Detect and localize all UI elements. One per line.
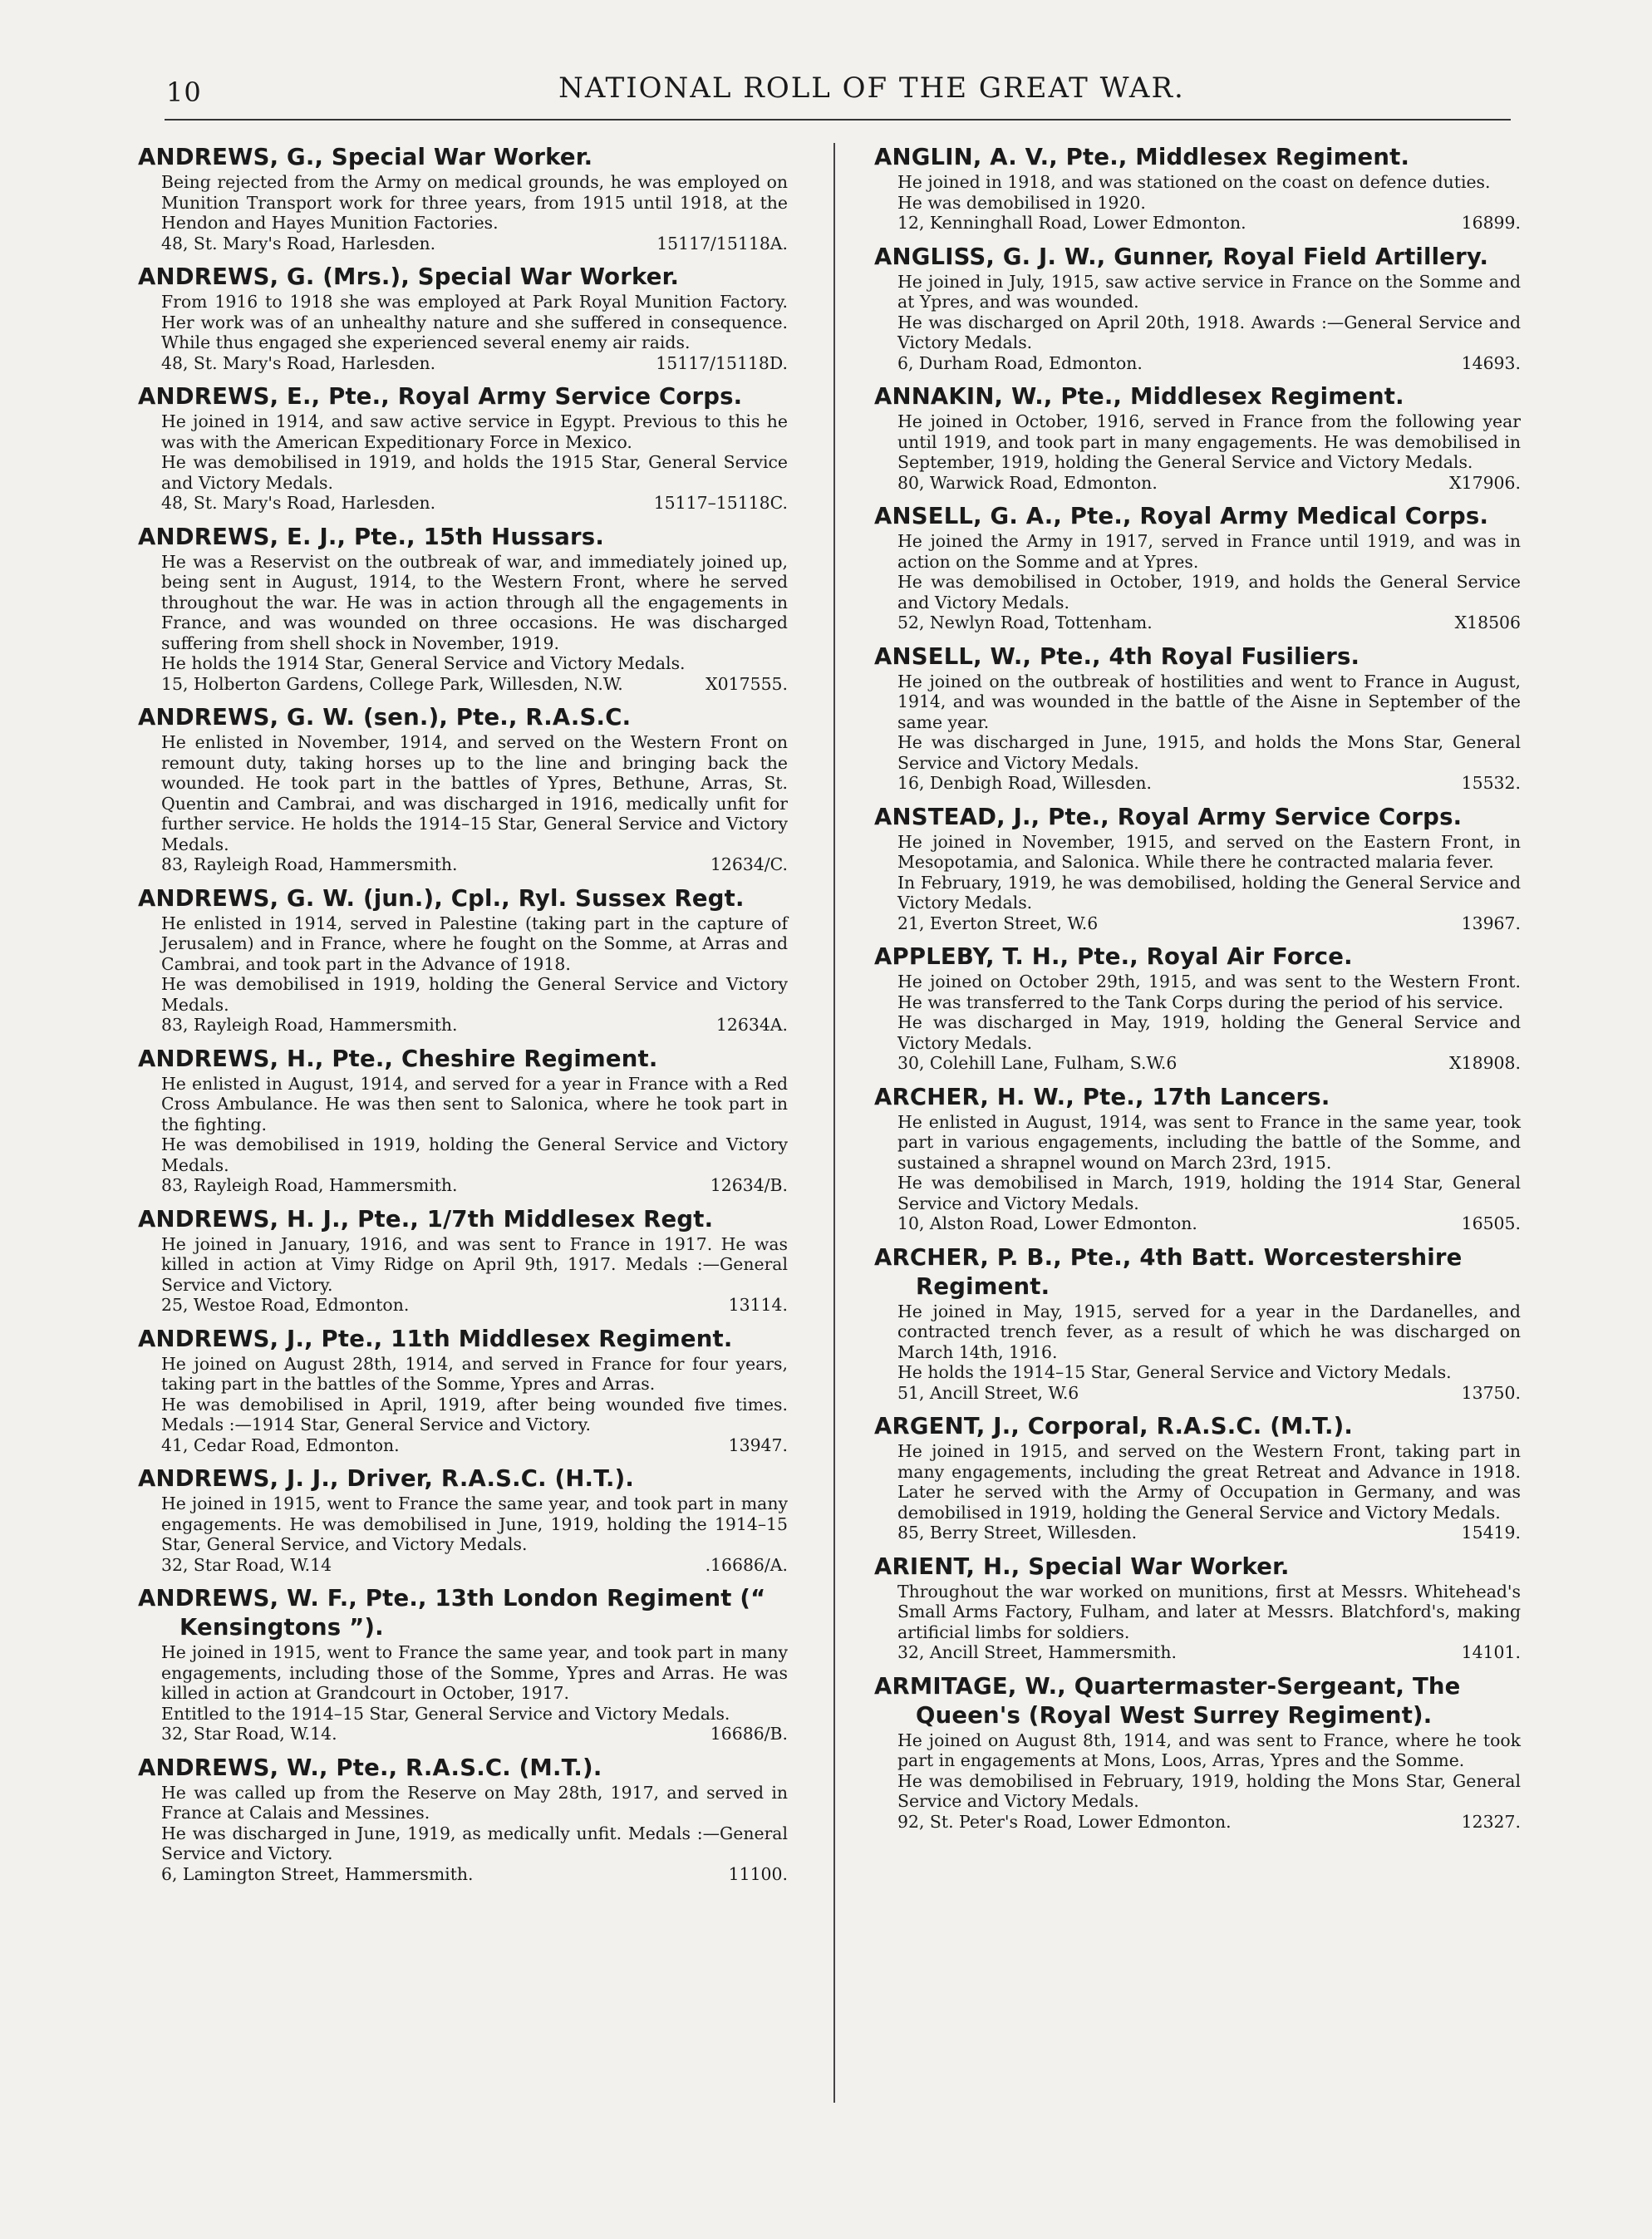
entry-paragraph: Entitled to the 1914–15 Star, General Service and Victory Medals. [161, 1703, 730, 1724]
entry-address-line [897, 473, 1521, 494]
entry-address-line [897, 1053, 1521, 1074]
entry-reference-number: 13967. [1461, 913, 1521, 933]
entry-reference-number: 13750. [1461, 1382, 1521, 1403]
entry-address-line [161, 1724, 788, 1744]
entry-paragraph: He was demobilised in April, 1919, after being wounded five times. Medals :—1914 Star, General Service and Victory. [161, 1394, 788, 1434]
entry-paragraph: He joined in 1918, and was stationed on the coast on defence duties. [897, 172, 1491, 192]
roll-entry [874, 1243, 1521, 1404]
entry-name-heading: APPLEBY, T. H., Pte., Royal Air Force. [874, 943, 1353, 970]
entry-paragraph: He joined in 1914, and saw active service in Egypt. Previous to this he was with the American Expeditionary Force in Mexico. [161, 411, 788, 452]
entry-name-heading: ARGENT, J., Corporal, R.A.S.C. (M.T.). [874, 1413, 1354, 1439]
entry-address: 30, Colehill Lane, Fulham, S.W.6 [897, 1053, 1178, 1073]
entry-address: 48, St. Mary's Road, Harlesden. [161, 493, 436, 513]
entry-address-line [897, 1812, 1521, 1833]
entry-address: 48, St. Mary's Road, Harlesden. [161, 233, 436, 253]
entry-paragraph: He was demobilised in 1920. [897, 192, 1146, 213]
entry-address: 48, St. Mary's Road, Harlesden. [161, 352, 436, 373]
entry-address-line [897, 353, 1521, 374]
roll-entry [874, 942, 1521, 1074]
entry-address-line [897, 1213, 1521, 1234]
entry-address-line [897, 913, 1521, 934]
entry-address: 92, St. Peter's Road, Lower Edmonton. [897, 1811, 1232, 1832]
roll-entry [138, 1754, 788, 1885]
entry-body [138, 1234, 788, 1316]
entry-name-heading: ANDREWS, J. J., Driver, R.A.S.C. (H.T.). [138, 1465, 635, 1492]
entry-name-heading: ANDREWS, W., Pte., R.A.S.C. (M.T.). [138, 1754, 602, 1781]
roll-entry [874, 803, 1521, 934]
entry-paragraph: He was demobilised in February, 1919, holding the Mons Star, General Service and Victory Medals. [897, 1770, 1521, 1811]
entry-paragraph: He joined in January, 1916, and was sent to France in 1917. He was killed in action at Vimy Ridge on April 9th, 1917. Medals :—General Service and Victory. [161, 1233, 788, 1295]
entry-address: 51, Ancill Street, W.6 [897, 1382, 1079, 1403]
entry-name-heading: ANDREWS, H., Pte., Cheshire Regiment. [138, 1045, 658, 1072]
roll-entry [874, 502, 1521, 633]
entry-reference-number: 15117/15118D. [656, 352, 788, 373]
entry-paragraph: He joined on the outbreak of hostilities and went to France in August, 1914, and was wounded in the battle of the Aisne in September of the same year. [897, 671, 1521, 732]
entry-paragraph: He was discharged in May, 1919, holding the General Service and Victory Medals. [897, 1012, 1521, 1053]
entry-reference-number: 12634/B. [710, 1175, 788, 1195]
right-column [874, 143, 1521, 1841]
entry-address: 32, Ancill Street, Hammersmith. [897, 1642, 1177, 1662]
entry-paragraph: He joined in November, 1915, and served on the Eastern Front, in Mesopotamia, and Salonica. While there he contracted malaria fever. [897, 831, 1521, 872]
entry-body [874, 272, 1521, 374]
entry-address: 6, Durham Road, Edmonton. [897, 352, 1143, 373]
entry-reference-number: 11100. [728, 1863, 788, 1884]
entry-paragraph: He joined on October 29th, 1915, and was sent to the Western Front. He was transferred to the Tank Corps during the period of his service. [897, 972, 1521, 1012]
entry-address-line [161, 353, 788, 374]
entry-paragraph: He was discharged in June, 1915, and holds the Mons Star, General Service and Victory Medals. [897, 732, 1521, 773]
entry-paragraph: He enlisted in November, 1914, and served on the Western Front on remount duty, taking horses up to the line and bringing back the wounded. He took part in the battles of Ypres, Bethune, Arras, St. Quentin and Cambrai, and was discharged in 1916, medically unfit for further service. He holds the 1914–15 Star, General Service and Victory Medals. [161, 732, 788, 854]
entry-body [874, 972, 1521, 1074]
roll-entry [138, 884, 788, 1036]
entry-name-heading: ARMITAGE, W., Quartermaster-Sergeant, The Queen's (Royal West Surrey Regiment). [874, 1672, 1461, 1729]
entry-address: 83, Rayleigh Road, Hammersmith. [161, 1175, 458, 1195]
entry-reference-number: 12634A. [715, 1015, 788, 1035]
page-title: NATIONAL ROLL OF THE GREAT WAR. [558, 71, 1185, 105]
entry-address-line [161, 1295, 788, 1316]
entry-body [138, 1354, 788, 1456]
entry-paragraph: He enlisted in August, 1914, was sent to France in the same year, took part in various engagements, including the battle of the Somme, and sustained a shrapnel wound on March 23rd, 1915. [897, 1111, 1521, 1173]
entry-reference-number: X18506 [1454, 613, 1521, 632]
entry-paragraph: He was a Reservist on the outbreak of war, and immediately joined up, being sent in August, 1914, to the Western Front, where he served throughout the war. He was in action through all the engagements in France, and was wounded on three occasions. He was discharged suffering from shell shock in November, 1919. [161, 551, 788, 653]
roll-entry [874, 1083, 1521, 1234]
entry-body [138, 1493, 788, 1575]
entry-name-heading: ANDREWS, G., Special War Worker. [138, 144, 593, 170]
entry-reference-number: X017555. [706, 673, 788, 694]
entry-address-line [161, 1175, 788, 1196]
roll-entry [874, 243, 1521, 374]
entry-address: 85, Berry Street, Willesden. [897, 1523, 1138, 1543]
entry-name-heading: ANDREWS, W. F., Pte., 13th London Regiment (“ Kensingtons ”). [138, 1585, 766, 1641]
roll-entry [138, 263, 788, 373]
entry-paragraph: He joined in May, 1915, served for a year in the Dardanelles, and contracted trench fever, as a result of which he was discharged on March 14th, 1916. [897, 1301, 1521, 1362]
page-number: 10 [166, 76, 202, 108]
entry-paragraph: He holds the 1914–15 Star, General Service and Victory Medals. [897, 1362, 1452, 1382]
roll-entry [138, 1325, 788, 1456]
entry-address-line [897, 213, 1521, 234]
entry-body [874, 832, 1521, 934]
entry-body [138, 1783, 788, 1885]
entry-address: 12, Kenninghall Road, Lower Edmonton. [897, 213, 1246, 233]
entry-address: 83, Rayleigh Road, Hammersmith. [161, 1015, 458, 1035]
entry-name-heading: ANSELL, G. A., Pte., Royal Army Medical Corps. [874, 503, 1489, 529]
entry-name-heading: ANGLISS, G. J. W., Gunner, Royal Field Artillery. [874, 243, 1489, 270]
entry-paragraph: He joined in 1915, went to France the same year, and took part in many engagements. He was demobilised in June, 1919, holding the 1914–15 Star, General Service, and Victory Medals. [161, 1493, 788, 1554]
entry-reference-number: .16686/A. [705, 1554, 788, 1575]
entry-reference-number: 15117–15118C. [653, 493, 788, 513]
roll-entry [874, 382, 1521, 493]
entry-paragraph: Being rejected from the Army on medical grounds, he was employed on Munition Transport work for three years, from 1915 until 1918, at the Hendon and Hayes Munition Factories. [161, 172, 788, 233]
entry-paragraph: He holds the 1914 Star, General Service and Victory Medals. [161, 653, 686, 673]
entry-name-heading: ARIENT, H., Special War Worker. [874, 1553, 1290, 1580]
entry-name-heading: ANSTEAD, J., Pte., Royal Army Service Corps. [874, 803, 1463, 830]
entry-body [138, 1074, 788, 1196]
entry-body [874, 1582, 1521, 1663]
roll-entry [138, 143, 788, 253]
entry-reference-number: 12634/C. [710, 854, 788, 874]
entry-address: 15, Holberton Gardens, College Park, Willesden, N.W. [161, 673, 623, 694]
entry-address-line [161, 674, 788, 695]
entry-address: 80, Warwick Road, Edmonton. [897, 472, 1158, 493]
entry-paragraph: He was demobilised in 1919, and holds the 1915 Star, General Service and Victory Medals. [161, 452, 788, 493]
roll-entry [874, 1672, 1521, 1833]
entry-name-heading: ANDREWS, E. J., Pte., 15th Hussars. [138, 523, 605, 550]
entry-body [138, 292, 788, 373]
entry-paragraph: He joined the Army in 1917, served in France until 1919, and was in action on the Somme and at Ypres. [897, 531, 1521, 572]
entry-address-line [897, 613, 1521, 633]
entry-body [874, 1730, 1521, 1833]
entry-address-line [161, 234, 788, 254]
entry-paragraph: He joined in July, 1915, saw active service in France on the Somme and at Ypres, and was wounded. [897, 271, 1521, 312]
entry-reference-number: 15117/15118A. [656, 233, 788, 253]
entry-body [874, 172, 1521, 234]
entry-paragraph: Throughout the war worked on munitions, first at Messrs. Whitehead's Small Arms Factory, Fulham, and later at Messrs. Blatchford's, making artificial limbs for soldiers. [897, 1581, 1521, 1642]
column-divider [833, 143, 835, 2103]
entry-paragraph: He enlisted in August, 1914, and served for a year in France with a Red Cross Ambulance. He was then sent to Salonica, where he took part in the fighting. [161, 1073, 788, 1134]
entry-body [138, 1642, 788, 1744]
header-divider [165, 119, 1511, 121]
entry-name-heading: ANDREWS, G. W. (jun.), Cpl., Ryl. Sussex Regt. [138, 884, 745, 912]
entry-paragraph: He joined on August 8th, 1914, and was sent to France, where he took part in engagements at Mons, Loos, Arras, Ypres and the Somme. [897, 1730, 1521, 1770]
entry-paragraph: He enlisted in 1914, served in Palestine (taking part in the capture of Jerusalem) and in France, where he fought on the Somme, at Arras and Cambrai, and took part in the Advance of 1918. [161, 913, 788, 974]
entry-body [874, 1302, 1521, 1404]
roll-entry [138, 523, 788, 695]
entry-paragraph: From 1916 to 1918 she was employed at Park Royal Munition Factory. Her work was of an unhealthy nature and she suffered in consequence. While thus engaged she experienced several enemy air raids. [161, 292, 788, 352]
entry-address: 32, Star Road, W.14 [161, 1554, 332, 1575]
entry-address-line [897, 773, 1521, 794]
entry-body [138, 913, 788, 1036]
entry-address-line [161, 1864, 788, 1885]
entry-paragraph: He was discharged in June, 1919, as medically unfit. Medals :—General Service and Victory. [161, 1823, 788, 1863]
entry-reference-number: X18908. [1449, 1053, 1521, 1073]
left-column [138, 143, 788, 1893]
entry-address: 16, Denbigh Road, Willesden. [897, 773, 1152, 793]
entry-paragraph: He was called up from the Reserve on May 28th, 1917, and served in France at Calais and Messines. [161, 1782, 788, 1823]
entry-reference-number: 12327. [1461, 1811, 1521, 1832]
roll-entry [138, 703, 788, 875]
entry-reference-number: 16505. [1461, 1213, 1521, 1233]
entry-reference-number: 16686/B. [710, 1724, 788, 1744]
entry-paragraph: In February, 1919, he was demobilised, holding the General Service and Victory Medals. [897, 872, 1521, 913]
roll-entry [138, 1464, 788, 1575]
entry-address-line [161, 1015, 788, 1036]
entry-name-heading: ANDREWS, H. J., Pte., 1/7th Middlesex Regt. [138, 1205, 714, 1233]
entry-name-heading: ANDREWS, G. W. (sen.), Pte., R.A.S.C. [138, 704, 632, 731]
entry-body [874, 531, 1521, 633]
entry-address: 83, Rayleigh Road, Hammersmith. [161, 854, 458, 874]
entry-reference-number: 14101. [1461, 1642, 1521, 1662]
entry-address-line [897, 1383, 1521, 1404]
roll-entry [138, 1045, 788, 1196]
entry-reference-number: 15532. [1461, 773, 1521, 793]
entry-address: 6, Lamington Street, Hammersmith. [161, 1863, 474, 1884]
roll-entry [874, 1412, 1521, 1543]
entry-address-line [897, 1523, 1521, 1543]
entry-paragraph: He was discharged on April 20th, 1918. Awards :—General Service and Victory Medals. [897, 312, 1521, 352]
entry-body [138, 552, 788, 695]
roll-entry [138, 1205, 788, 1316]
entry-body [874, 411, 1521, 493]
entry-address-line [161, 493, 788, 514]
roll-entry [138, 1584, 788, 1744]
entry-paragraph: He joined in 1915, and served on the Western Front, taking part in many engagements, including the great Retreat and Advance in 1918. Later he served with the Army of Occupation in Germany, and was demobilised in 1919, holding the General Service and Victory Medals. [897, 1441, 1521, 1523]
entry-address: 32, Star Road, W.14. [161, 1724, 337, 1744]
roll-entry [138, 382, 788, 514]
entry-address-line [161, 854, 788, 875]
entry-name-heading: ANSELL, W., Pte., 4th Royal Fusiliers. [874, 642, 1360, 670]
entry-body [138, 172, 788, 253]
entry-paragraph: He joined in October, 1916, served in France from the following year until 1919, and took part in many engagements. He was demobilised in September, 1919, holding the General Service and Victory Medals. [897, 411, 1521, 472]
entry-name-heading: ARCHER, H. W., Pte., 17th Lancers. [874, 1083, 1330, 1110]
entry-body [874, 672, 1521, 794]
entry-paragraph: He was demobilised in October, 1919, and holds the General Service and Victory Medals. [897, 572, 1521, 613]
entry-paragraph: He joined on August 28th, 1914, and served in France for four years, taking part in the battles of the Somme, Ypres and Arras. [161, 1353, 788, 1394]
entry-name-heading: ANDREWS, J., Pte., 11th Middlesex Regiment. [138, 1325, 733, 1352]
entry-paragraph: He was demobilised in March, 1919, holding the 1914 Star, General Service and Victory Medals. [897, 1173, 1521, 1213]
entry-body [874, 1441, 1521, 1543]
entry-address: 21, Everton Street, W.6 [897, 913, 1099, 933]
entry-address: 10, Alston Road, Lower Edmonton. [897, 1213, 1197, 1233]
entry-address: 41, Cedar Road, Edmonton. [161, 1434, 400, 1455]
roll-entry [874, 642, 1521, 794]
entry-address-line [161, 1555, 788, 1576]
entry-address-line [897, 1642, 1521, 1663]
entry-name-heading: ANDREWS, G. (Mrs.), Special War Worker. [138, 263, 680, 290]
entry-paragraph: He joined in 1915, went to France the same year, and took part in many engagements, including those of the Somme, Ypres and Arras. He was killed in action at Grandcourt in October, 1917. [161, 1642, 788, 1703]
entry-address: 25, Westoe Road, Edmonton. [161, 1295, 410, 1315]
roll-entry [874, 143, 1521, 234]
entry-address: 52, Newlyn Road, Tottenham. [897, 613, 1153, 632]
entry-name-heading: ANNAKIN, W., Pte., Middlesex Regiment. [874, 383, 1404, 410]
entry-reference-number: 14693. [1461, 352, 1521, 373]
entry-reference-number: 13114. [728, 1295, 788, 1315]
roll-entry [874, 1553, 1521, 1663]
entry-reference-number: 13947. [728, 1434, 788, 1455]
entry-reference-number: 16899. [1461, 213, 1521, 233]
entry-name-heading: ANGLIN, A. V., Pte., Middlesex Regiment. [874, 144, 1410, 170]
entry-reference-number: X17906. [1449, 472, 1521, 493]
entry-body [138, 732, 788, 875]
entry-paragraph: He was demobilised in 1919, holding the General Service and Victory Medals. [161, 1134, 788, 1175]
entry-reference-number: 15419. [1461, 1523, 1521, 1543]
entry-name-heading: ARCHER, P. B., Pte., 4th Batt. Worcestershire Regiment. [874, 1243, 1463, 1300]
entry-body [138, 411, 788, 514]
entry-paragraph: He was demobilised in 1919, holding the General Service and Victory Medals. [161, 974, 788, 1015]
entry-body [874, 1112, 1521, 1234]
entry-address-line [161, 1435, 788, 1456]
entry-name-heading: ANDREWS, E., Pte., Royal Army Service Corps. [138, 383, 743, 410]
